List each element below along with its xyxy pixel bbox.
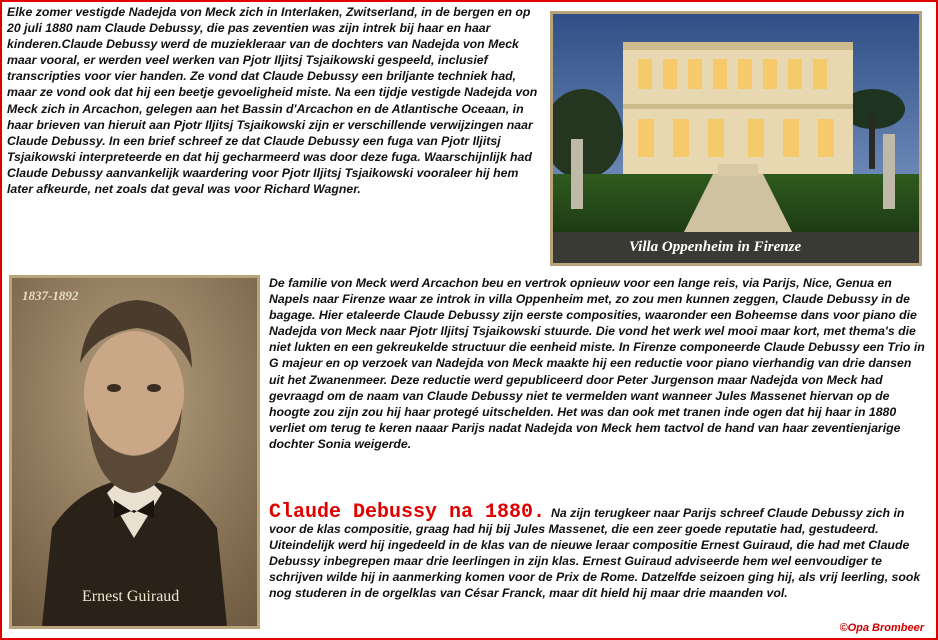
section-heading: Claude Debussy na 1880. [269, 501, 546, 524]
paragraph-firenze: De familie von Meck werd Arcachon beu en vertrok opnieuw voor een lange reis, via Parijs, Nice, Genua en Napels naar Firenze waar ze introk in villa Oppenheim met, zo zou men kunnen zeggen, Claude Debussy in de bagage. Hier etaleerde Claude Debussy zijn eerste composities, waaronder een Boheemse dans voor piano die Nadejda von Meck naar Pjotr Iljitsj Tsjaikowski stuurde. Die vond het werk wel mooi maar kort, met thema's die niet lukten en een gekreukelde structuur die eenheid miste. In Firenze componeerde Claude Debussy een Trio in G majeur en op verzoek van Nadejda von Meck maakte hij een reductie voor piano vierhandig van drie dansen uit het Zwanenmeer. Deze reductie werd gepubliceerd door Peter Jurgenson maar Nadejda von Meck had gevraagd om de naam van Claude Debussy niet te vermelden want wanneer Jules Massenet hiervan op de hoogte zou zijn zou hij haar protegé uitschelden. Het was dan ook met tranen inde ogen dat hij haar in 1880 verliet om terug te keren naaar Parijs nadat Nadejda von Meck hem tactvol de hand van haar zeventienjarige dochter Sonia weigerde. [269, 276, 925, 451]
portrait-years: 1837-1892 [22, 288, 79, 303]
villa-caption: Villa Oppenheim in Firenze [629, 239, 802, 255]
paragraph-after-1880 [269, 501, 929, 602]
ernest-guiraud-portrait [9, 275, 260, 629]
paragraph-interlaken: Elke zomer vestigde Nadejda von Meck zich in Interlaken, Zwitserland, in de bergen en op 20 juli 1880 nam Claude Debussy, die pas zeventien was zijn intrek bij haar en haar kinderen.Claude Debussy werd de muziekleraar van de dochters van Nadejda von Meck maar vooral, er werden veel werken van Pjotr Iljitsj Tsjaikowski gespeeld, inclusief transcripties voor vier handen. Ze vond dat Claude Debussy een briljante techniek had, maar ze vond ook dat hij een beetje gevoeligheid miste. Na een tijdje vestigde Nadejda von Meck zich in Arcachon, gelegen aan het Bassin d'Arcachon en de Atlantische Oceaan, in haar brieven van hieruit aan Pjotr Iljitsj Tsjaikowski zijn er verschillende verwijzingen naar Claude Debussy. In een brief schreef ze dat Claude Debussy een fuga van Pjotr Iljitsj Tsjaikowski interpreteerde en dat hij gecharmeerd was door deze fuga. Waarschijnlijk had Claude Debussy aanvankelijk waardering voor Pjotr Iljitsj Tsjaikowski vooraleer hij hem later afkeurde, net zoals dat geval was voor Richard Wagner. [7, 5, 538, 197]
villa-illustration [553, 14, 919, 263]
paragraph-after-1880-text: Na zijn terugkeer naar Parijs schreef Claude Debussy zich in voor de klas compositie, graag had hij bij Jules Massenet, die een zeer goede reputatie had, gestudeerd. Uiteindelijk werd hij ingedeeld in de klas van de nieuwe leraar compositie Ernest Guiraud, die had met Claude Debussy inbegrepen maar drie leerlingen in zijn klas. Ernest Guiraud adviseerde hem wel eenvoudiger te schrijven wilde hij in aanmerking komen voor de Prix de Rome. Datzelfde seizoen ging hij, als vrij leerling, sook nog studeren in de orgelklas van César Franck, maar dit hield hij maar drie maanden vol. [269, 506, 921, 601]
portrait-illustration [12, 278, 257, 626]
villa-oppenheim-photo [550, 11, 922, 266]
portrait-name: Ernest Guiraud [82, 588, 180, 605]
credit-signature: ©Opa Brombeer [839, 622, 924, 634]
